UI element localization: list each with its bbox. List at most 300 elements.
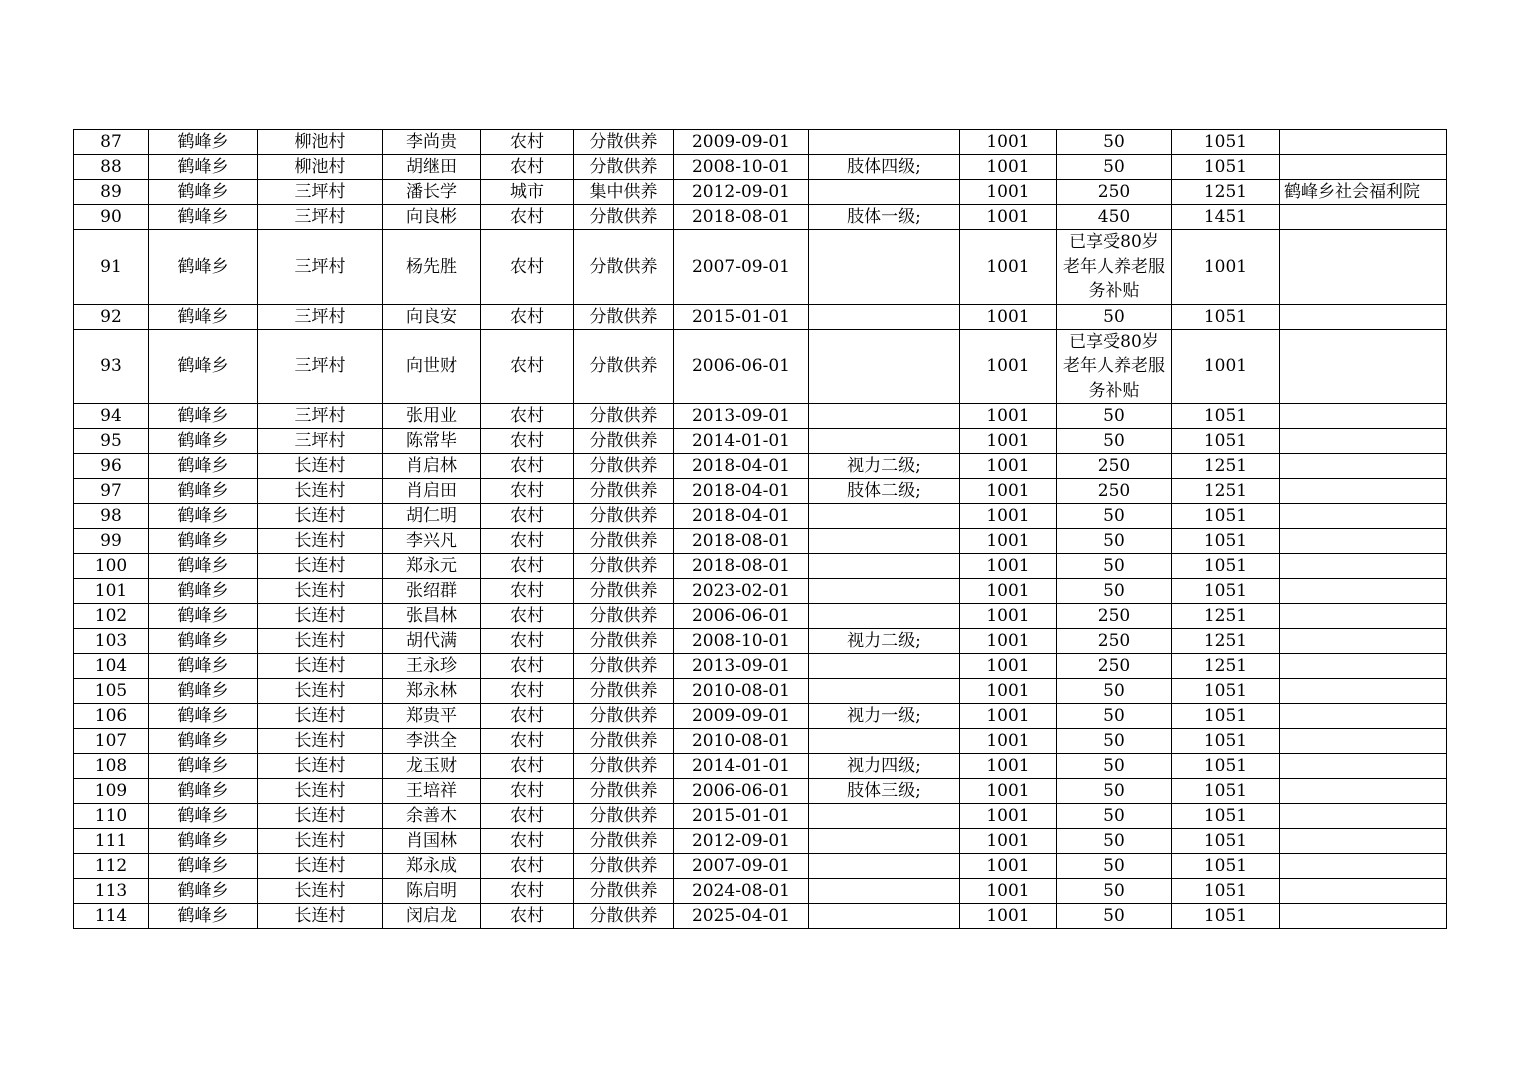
village-cell: 长连村 xyxy=(258,654,383,679)
extra-amount-cell: 50 xyxy=(1057,679,1172,704)
disability-cell xyxy=(809,904,960,929)
name-cell: 胡代满 xyxy=(383,629,481,654)
village-cell: 长连村 xyxy=(258,479,383,504)
hukou-cell: 农村 xyxy=(481,804,574,829)
support-type-cell: 分散供养 xyxy=(574,529,674,554)
support-type-cell: 分散供养 xyxy=(574,504,674,529)
township-cell: 鹤峰乡 xyxy=(149,504,258,529)
support-type-cell: 分散供养 xyxy=(574,205,674,230)
base-amount-cell: 1001 xyxy=(960,404,1057,429)
township-cell: 鹤峰乡 xyxy=(149,479,258,504)
start-date-cell: 2014-01-01 xyxy=(674,754,809,779)
support-type-cell: 分散供养 xyxy=(574,304,674,329)
start-date-cell: 2025-04-01 xyxy=(674,904,809,929)
village-cell: 长连村 xyxy=(258,504,383,529)
base-amount-cell: 1001 xyxy=(960,854,1057,879)
village-cell: 长连村 xyxy=(258,454,383,479)
base-amount-cell: 1001 xyxy=(960,429,1057,454)
village-cell: 长连村 xyxy=(258,779,383,804)
base-amount-cell: 1001 xyxy=(960,504,1057,529)
support-type-cell: 分散供养 xyxy=(574,829,674,854)
extra-amount-cell: 250 xyxy=(1057,629,1172,654)
name-cell: 王培祥 xyxy=(383,779,481,804)
extra-amount-cell: 50 xyxy=(1057,130,1172,155)
extra-amount-cell: 50 xyxy=(1057,304,1172,329)
start-date-cell: 2007-09-01 xyxy=(674,230,809,305)
table-row xyxy=(74,504,1447,529)
total-amount-cell: 1051 xyxy=(1172,404,1280,429)
table-row xyxy=(74,529,1447,554)
name-cell: 向良彬 xyxy=(383,205,481,230)
name-cell: 郑永林 xyxy=(383,679,481,704)
row-number: 91 xyxy=(74,230,149,305)
name-cell: 陈启明 xyxy=(383,879,481,904)
hukou-cell: 农村 xyxy=(481,679,574,704)
remark-cell xyxy=(1280,654,1447,679)
village-cell: 长连村 xyxy=(258,704,383,729)
start-date-cell: 2006-06-01 xyxy=(674,604,809,629)
disability-cell xyxy=(809,404,960,429)
table-row xyxy=(74,454,1447,479)
start-date-cell: 2015-01-01 xyxy=(674,804,809,829)
total-amount-cell: 1051 xyxy=(1172,854,1280,879)
disability-cell: 肢体二级; xyxy=(809,479,960,504)
support-type-cell: 分散供养 xyxy=(574,429,674,454)
township-cell: 鹤峰乡 xyxy=(149,879,258,904)
support-type-cell: 分散供养 xyxy=(574,479,674,504)
hukou-cell: 农村 xyxy=(481,704,574,729)
row-number: 107 xyxy=(74,729,149,754)
extra-amount-cell: 50 xyxy=(1057,729,1172,754)
extra-amount-cell: 50 xyxy=(1057,529,1172,554)
table-row xyxy=(74,879,1447,904)
table-row xyxy=(74,729,1447,754)
start-date-cell: 2023-02-01 xyxy=(674,579,809,604)
extra-amount-cell: 250 xyxy=(1057,180,1172,205)
start-date-cell: 2006-06-01 xyxy=(674,329,809,404)
township-cell: 鹤峰乡 xyxy=(149,180,258,205)
name-cell: 郑永元 xyxy=(383,554,481,579)
village-cell: 长连村 xyxy=(258,754,383,779)
village-cell: 长连村 xyxy=(258,554,383,579)
total-amount-cell: 1051 xyxy=(1172,704,1280,729)
base-amount-cell: 1001 xyxy=(960,679,1057,704)
row-number: 98 xyxy=(74,504,149,529)
village-cell: 三坪村 xyxy=(258,304,383,329)
row-number: 90 xyxy=(74,205,149,230)
support-type-cell: 分散供养 xyxy=(574,604,674,629)
total-amount-cell: 1051 xyxy=(1172,829,1280,854)
total-amount-cell: 1251 xyxy=(1172,629,1280,654)
total-amount-cell: 1051 xyxy=(1172,155,1280,180)
township-cell: 鹤峰乡 xyxy=(149,654,258,679)
total-amount-cell: 1251 xyxy=(1172,654,1280,679)
hukou-cell: 农村 xyxy=(481,230,574,305)
remark-cell xyxy=(1280,829,1447,854)
remark-cell xyxy=(1280,205,1447,230)
total-amount-cell: 1051 xyxy=(1172,729,1280,754)
start-date-cell: 2018-04-01 xyxy=(674,479,809,504)
row-number: 99 xyxy=(74,529,149,554)
name-cell: 潘长学 xyxy=(383,180,481,205)
village-cell: 长连村 xyxy=(258,679,383,704)
base-amount-cell: 1001 xyxy=(960,454,1057,479)
support-type-cell: 分散供养 xyxy=(574,454,674,479)
disability-cell: 肢体四级; xyxy=(809,155,960,180)
row-number: 96 xyxy=(74,454,149,479)
disability-cell xyxy=(809,329,960,404)
remark-cell xyxy=(1280,329,1447,404)
start-date-cell: 2009-09-01 xyxy=(674,130,809,155)
hukou-cell: 农村 xyxy=(481,629,574,654)
table-row xyxy=(74,404,1447,429)
township-cell: 鹤峰乡 xyxy=(149,704,258,729)
table-row xyxy=(74,654,1447,679)
row-number: 106 xyxy=(74,704,149,729)
support-type-cell: 分散供养 xyxy=(574,679,674,704)
name-cell: 张绍群 xyxy=(383,579,481,604)
table-row xyxy=(74,554,1447,579)
remark-cell xyxy=(1280,479,1447,504)
base-amount-cell: 1001 xyxy=(960,754,1057,779)
disability-cell xyxy=(809,879,960,904)
total-amount-cell: 1051 xyxy=(1172,504,1280,529)
hukou-cell: 农村 xyxy=(481,205,574,230)
row-number: 104 xyxy=(74,654,149,679)
extra-amount-cell: 已享受80岁老年人养老服务补贴 xyxy=(1057,230,1172,305)
base-amount-cell: 1001 xyxy=(960,304,1057,329)
remark-cell xyxy=(1280,230,1447,305)
disability-cell xyxy=(809,729,960,754)
township-cell: 鹤峰乡 xyxy=(149,230,258,305)
row-number: 105 xyxy=(74,679,149,704)
township-cell: 鹤峰乡 xyxy=(149,579,258,604)
support-type-cell: 分散供养 xyxy=(574,629,674,654)
base-amount-cell: 1001 xyxy=(960,779,1057,804)
township-cell: 鹤峰乡 xyxy=(149,304,258,329)
hukou-cell: 农村 xyxy=(481,429,574,454)
disability-cell: 视力四级; xyxy=(809,754,960,779)
township-cell: 鹤峰乡 xyxy=(149,404,258,429)
extra-amount-cell: 50 xyxy=(1057,804,1172,829)
disability-cell xyxy=(809,854,960,879)
village-cell: 三坪村 xyxy=(258,205,383,230)
village-cell: 长连村 xyxy=(258,829,383,854)
extra-amount-cell: 50 xyxy=(1057,854,1172,879)
total-amount-cell: 1051 xyxy=(1172,554,1280,579)
start-date-cell: 2008-10-01 xyxy=(674,155,809,180)
total-amount-cell: 1251 xyxy=(1172,479,1280,504)
name-cell: 肖启林 xyxy=(383,454,481,479)
extra-amount-cell: 50 xyxy=(1057,829,1172,854)
disability-cell: 肢体三级; xyxy=(809,779,960,804)
table-row xyxy=(74,679,1447,704)
village-cell: 三坪村 xyxy=(258,180,383,205)
base-amount-cell: 1001 xyxy=(960,804,1057,829)
name-cell: 龙玉财 xyxy=(383,754,481,779)
disability-cell xyxy=(809,304,960,329)
total-amount-cell: 1051 xyxy=(1172,579,1280,604)
remark-cell xyxy=(1280,130,1447,155)
table-row xyxy=(74,704,1447,729)
table-row xyxy=(74,304,1447,329)
remark-cell xyxy=(1280,404,1447,429)
remark-cell xyxy=(1280,304,1447,329)
hukou-cell: 农村 xyxy=(481,904,574,929)
hukou-cell: 农村 xyxy=(481,130,574,155)
name-cell: 杨先胜 xyxy=(383,230,481,305)
disability-cell xyxy=(809,829,960,854)
extra-amount-cell: 50 xyxy=(1057,704,1172,729)
name-cell: 李尚贵 xyxy=(383,130,481,155)
table-row xyxy=(74,429,1447,454)
remark-cell xyxy=(1280,629,1447,654)
total-amount-cell: 1051 xyxy=(1172,904,1280,929)
name-cell: 张昌林 xyxy=(383,604,481,629)
row-number: 89 xyxy=(74,180,149,205)
row-number: 110 xyxy=(74,804,149,829)
row-number: 95 xyxy=(74,429,149,454)
extra-amount-cell: 50 xyxy=(1057,579,1172,604)
village-cell: 柳池村 xyxy=(258,155,383,180)
hukou-cell: 农村 xyxy=(481,604,574,629)
hukou-cell: 农村 xyxy=(481,729,574,754)
village-cell: 长连村 xyxy=(258,879,383,904)
support-type-cell: 分散供养 xyxy=(574,230,674,305)
table-row xyxy=(74,854,1447,879)
remark-cell xyxy=(1280,754,1447,779)
support-type-cell: 集中供养 xyxy=(574,180,674,205)
start-date-cell: 2010-08-01 xyxy=(674,679,809,704)
start-date-cell: 2018-04-01 xyxy=(674,504,809,529)
village-cell: 柳池村 xyxy=(258,130,383,155)
start-date-cell: 2007-09-01 xyxy=(674,854,809,879)
extra-amount-cell: 50 xyxy=(1057,554,1172,579)
row-number: 92 xyxy=(74,304,149,329)
village-cell: 三坪村 xyxy=(258,329,383,404)
hukou-cell: 农村 xyxy=(481,479,574,504)
disability-cell xyxy=(809,180,960,205)
support-type-cell: 分散供养 xyxy=(574,854,674,879)
table-row xyxy=(74,629,1447,654)
remark-cell xyxy=(1280,704,1447,729)
support-type-cell: 分散供养 xyxy=(574,879,674,904)
name-cell: 王永珍 xyxy=(383,654,481,679)
table-row xyxy=(74,779,1447,804)
total-amount-cell: 1051 xyxy=(1172,529,1280,554)
remark-cell xyxy=(1280,679,1447,704)
name-cell: 肖国林 xyxy=(383,829,481,854)
township-cell: 鹤峰乡 xyxy=(149,604,258,629)
support-type-cell: 分散供养 xyxy=(574,404,674,429)
support-type-cell: 分散供养 xyxy=(574,130,674,155)
name-cell: 肖启田 xyxy=(383,479,481,504)
hukou-cell: 农村 xyxy=(481,579,574,604)
hukou-cell: 农村 xyxy=(481,454,574,479)
name-cell: 向世财 xyxy=(383,329,481,404)
row-number: 94 xyxy=(74,404,149,429)
table-row xyxy=(74,904,1447,929)
base-amount-cell: 1001 xyxy=(960,155,1057,180)
village-cell: 长连村 xyxy=(258,604,383,629)
table-row xyxy=(74,329,1447,404)
table-row xyxy=(74,804,1447,829)
start-date-cell: 2024-08-01 xyxy=(674,879,809,904)
base-amount-cell: 1001 xyxy=(960,130,1057,155)
table-row xyxy=(74,579,1447,604)
base-amount-cell: 1001 xyxy=(960,329,1057,404)
total-amount-cell: 1051 xyxy=(1172,429,1280,454)
support-type-cell: 分散供养 xyxy=(574,654,674,679)
total-amount-cell: 1051 xyxy=(1172,679,1280,704)
disability-cell: 视力二级; xyxy=(809,629,960,654)
table-row xyxy=(74,479,1447,504)
remark-cell xyxy=(1280,155,1447,180)
name-cell: 李洪全 xyxy=(383,729,481,754)
village-cell: 长连村 xyxy=(258,854,383,879)
name-cell: 余善木 xyxy=(383,804,481,829)
remark-cell xyxy=(1280,729,1447,754)
base-amount-cell: 1001 xyxy=(960,879,1057,904)
total-amount-cell: 1251 xyxy=(1172,454,1280,479)
start-date-cell: 2018-04-01 xyxy=(674,454,809,479)
extra-amount-cell: 50 xyxy=(1057,155,1172,180)
township-cell: 鹤峰乡 xyxy=(149,130,258,155)
township-cell: 鹤峰乡 xyxy=(149,679,258,704)
total-amount-cell: 1051 xyxy=(1172,304,1280,329)
township-cell: 鹤峰乡 xyxy=(149,904,258,929)
row-number: 87 xyxy=(74,130,149,155)
extra-amount-cell: 50 xyxy=(1057,754,1172,779)
total-amount-cell: 1051 xyxy=(1172,754,1280,779)
extra-amount-cell: 50 xyxy=(1057,504,1172,529)
extra-amount-cell: 50 xyxy=(1057,429,1172,454)
support-type-cell: 分散供养 xyxy=(574,804,674,829)
start-date-cell: 2009-09-01 xyxy=(674,704,809,729)
start-date-cell: 2013-09-01 xyxy=(674,654,809,679)
township-cell: 鹤峰乡 xyxy=(149,554,258,579)
row-number: 108 xyxy=(74,754,149,779)
disability-cell: 视力一级; xyxy=(809,704,960,729)
base-amount-cell: 1001 xyxy=(960,604,1057,629)
support-type-cell: 分散供养 xyxy=(574,579,674,604)
start-date-cell: 2012-09-01 xyxy=(674,180,809,205)
table-row xyxy=(74,754,1447,779)
extra-amount-cell: 250 xyxy=(1057,654,1172,679)
row-number: 109 xyxy=(74,779,149,804)
total-amount-cell: 1251 xyxy=(1172,180,1280,205)
disability-cell: 肢体一级; xyxy=(809,205,960,230)
row-number: 93 xyxy=(74,329,149,404)
extra-amount-cell: 50 xyxy=(1057,404,1172,429)
table-row xyxy=(74,205,1447,230)
township-cell: 鹤峰乡 xyxy=(149,529,258,554)
village-cell: 三坪村 xyxy=(258,230,383,305)
row-number: 113 xyxy=(74,879,149,904)
disability-cell xyxy=(809,654,960,679)
village-cell: 长连村 xyxy=(258,804,383,829)
row-number: 100 xyxy=(74,554,149,579)
disability-cell xyxy=(809,679,960,704)
remark-cell xyxy=(1280,604,1447,629)
start-date-cell: 2010-08-01 xyxy=(674,729,809,754)
start-date-cell: 2018-08-01 xyxy=(674,554,809,579)
base-amount-cell: 1001 xyxy=(960,579,1057,604)
support-type-cell: 分散供养 xyxy=(574,904,674,929)
base-amount-cell: 1001 xyxy=(960,205,1057,230)
start-date-cell: 2013-09-01 xyxy=(674,404,809,429)
remark-cell xyxy=(1280,904,1447,929)
hukou-cell: 农村 xyxy=(481,504,574,529)
hukou-cell: 农村 xyxy=(481,654,574,679)
hukou-cell: 农村 xyxy=(481,404,574,429)
total-amount-cell: 1001 xyxy=(1172,329,1280,404)
township-cell: 鹤峰乡 xyxy=(149,729,258,754)
total-amount-cell: 1051 xyxy=(1172,130,1280,155)
support-type-cell: 分散供养 xyxy=(574,729,674,754)
extra-amount-cell: 250 xyxy=(1057,454,1172,479)
row-number: 114 xyxy=(74,904,149,929)
township-cell: 鹤峰乡 xyxy=(149,779,258,804)
data-table xyxy=(73,129,1447,929)
table-row xyxy=(74,829,1447,854)
base-amount-cell: 1001 xyxy=(960,904,1057,929)
remark-cell xyxy=(1280,579,1447,604)
table-row xyxy=(74,130,1447,155)
row-number: 101 xyxy=(74,579,149,604)
table-row xyxy=(74,180,1447,205)
total-amount-cell: 1451 xyxy=(1172,205,1280,230)
extra-amount-cell: 50 xyxy=(1057,879,1172,904)
support-type-cell: 分散供养 xyxy=(574,704,674,729)
remark-cell xyxy=(1280,554,1447,579)
extra-amount-cell: 450 xyxy=(1057,205,1172,230)
township-cell: 鹤峰乡 xyxy=(149,804,258,829)
start-date-cell: 2006-06-01 xyxy=(674,779,809,804)
remark-cell xyxy=(1280,804,1447,829)
hukou-cell: 城市 xyxy=(481,180,574,205)
base-amount-cell: 1001 xyxy=(960,654,1057,679)
hukou-cell: 农村 xyxy=(481,329,574,404)
support-type-cell: 分散供养 xyxy=(574,779,674,804)
name-cell: 闵启龙 xyxy=(383,904,481,929)
total-amount-cell: 1051 xyxy=(1172,879,1280,904)
start-date-cell: 2012-09-01 xyxy=(674,829,809,854)
base-amount-cell: 1001 xyxy=(960,479,1057,504)
remark-cell xyxy=(1280,779,1447,804)
support-type-cell: 分散供养 xyxy=(574,329,674,404)
disability-cell xyxy=(809,554,960,579)
township-cell: 鹤峰乡 xyxy=(149,329,258,404)
base-amount-cell: 1001 xyxy=(960,729,1057,754)
base-amount-cell: 1001 xyxy=(960,529,1057,554)
hukou-cell: 农村 xyxy=(481,529,574,554)
remark-cell xyxy=(1280,454,1447,479)
disability-cell xyxy=(809,604,960,629)
support-type-cell: 分散供养 xyxy=(574,754,674,779)
village-cell: 三坪村 xyxy=(258,404,383,429)
township-cell: 鹤峰乡 xyxy=(149,205,258,230)
township-cell: 鹤峰乡 xyxy=(149,429,258,454)
total-amount-cell: 1001 xyxy=(1172,230,1280,305)
start-date-cell: 2018-08-01 xyxy=(674,529,809,554)
extra-amount-cell: 50 xyxy=(1057,904,1172,929)
hukou-cell: 农村 xyxy=(481,779,574,804)
disability-cell xyxy=(809,804,960,829)
extra-amount-cell: 250 xyxy=(1057,479,1172,504)
township-cell: 鹤峰乡 xyxy=(149,829,258,854)
table-row xyxy=(74,230,1447,305)
